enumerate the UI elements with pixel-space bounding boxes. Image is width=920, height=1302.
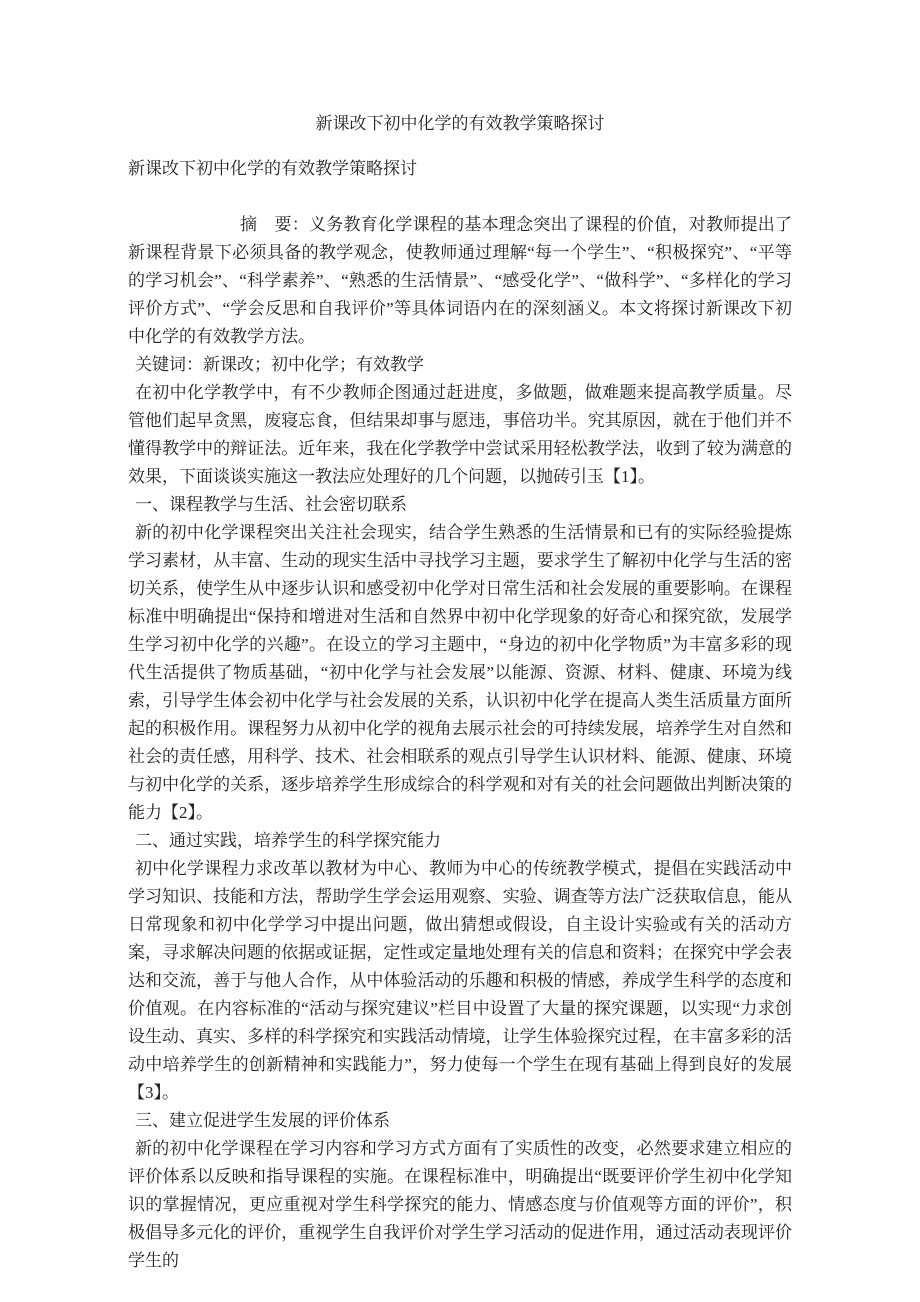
paragraph: 关键词：新课改；初中化学；有效教学 <box>135 355 424 374</box>
document-body <box>128 211 792 1275</box>
paragraph: 摘 要：义务教育化学课程的基本理念突出了课程的价值，对教师提出了新课程背景下必须具备的教学观念，使教师通过理解“每一个学生”、“积极探究”、“平等的学习机会”、“科学素养”、“熟悉的生活情景”、“感受化学”、“做科学”、“多样化的学习评价方式”、“学会反思和自我评价”等具体词语内在的深刻涵义。本文将探讨新课改下初中化学的有效教学方法。 <box>128 215 792 346</box>
paragraph: 初中化学课程力求改革以教材为中心、教师为中心的传统教学模式，提倡在实践活动中学习知识、技能和方法，帮助学生学会运用观察、实验、调查等方法广泛获取信息，能从日常现象和初中化学学习中提出问题，做出猜想或假设，自主设计实验或有关的活动方案，寻求解决问题的依据或证据，定性或定量地处理有关的信息和资料；在探究中学会表达和交流，善于与他人合作，从中体验活动的乐趣和积极的情感，养成学生科学的态度和价值观。在内容标准的“活动与探究建议”栏目中设置了大量的探究课题，以实现“力求创设生动、真实、多样的科学探究和实践活动情境，让学生体验探究过程，在丰富多彩的活动中培养学生的创新精神和实践能力”，努力使每一个学生在现有基础上得到良好的发展【3】。 <box>128 859 792 1102</box>
section-heading: 三、建立促进学生发展的评价体系 <box>135 1111 390 1130</box>
section-heading: 二、通过实践，培养学生的科学探究能力 <box>135 831 441 850</box>
paragraph: 新的初中化学课程在学习内容和学习方式方面有了实质性的改变，必然要求建立相应的评价体系以反映和指导课程的实施。在课程标准中，明确提出“既要评价学生初中化学知识的掌握情况，更应重视对学生科学探究的能力、情感态度与价值观等方面的评价”，积极倡导多元化的评价，重视学生自我评价对学生学习活动的促进作用，通过活动表现评价学生的 <box>128 1139 792 1270</box>
document-title-repeat: 新课改下初中化学的有效教学策略探讨 <box>128 159 417 178</box>
document-title: 新课改下初中化学的有效教学策略探讨 <box>315 114 605 133</box>
section-heading: 一、课程教学与生活、社会密切联系 <box>135 495 407 514</box>
paragraph: 新的初中化学课程突出关注社会现实，结合学生熟悉的生活情景和已有的实际经验提炼学习素材，从丰富、生动的现实生活中寻找学习主题，要求学生了解初中化学与生活的密切关系，使学生从中逐步认识和感受初中化学对日常生活和社会发展的重要影响。在课程标准中明确提出“保持和增进对生活和自然界中初中化学现象的好奇心和探究欲，发展学生学习初中化学的兴趣”。在设立的学习主题中，“身边的初中化学物质”为丰富多彩的现代生活提供了物质基础，“初中化学与社会发展”以能源、资源、材料、健康、环境为线索，引导学生体会初中化学与社会发展的关系，认识初中化学在提高人类生活质量方面所起的积极作用。课程努力从初中化学的视角去展示社会的可持续发展，培养学生对自然和社会的责任感，用科学、技术、社会相联系的观点引导学生认识材料、能源、健康、环境与初中化学的关系，逐步培养学生形成综合的科学观和对有关的社会问题做出判断决策的能力【2】。 <box>128 523 792 822</box>
paragraph: 在初中化学教学中，有不少教师企图通过赶进度，多做题，做难题来提高教学质量。尽管他们起早贪黑，废寝忘食，但结果却事与愿违，事倍功半。究其原因，就在于他们并不懂得教学中的辩证法。近年来，我在化学教学中尝试采用轻松教学法，收到了较为满意的效果，下面谈谈实施这一教法应处理好的几个问题，以抛砖引玉【1】。 <box>128 383 792 486</box>
